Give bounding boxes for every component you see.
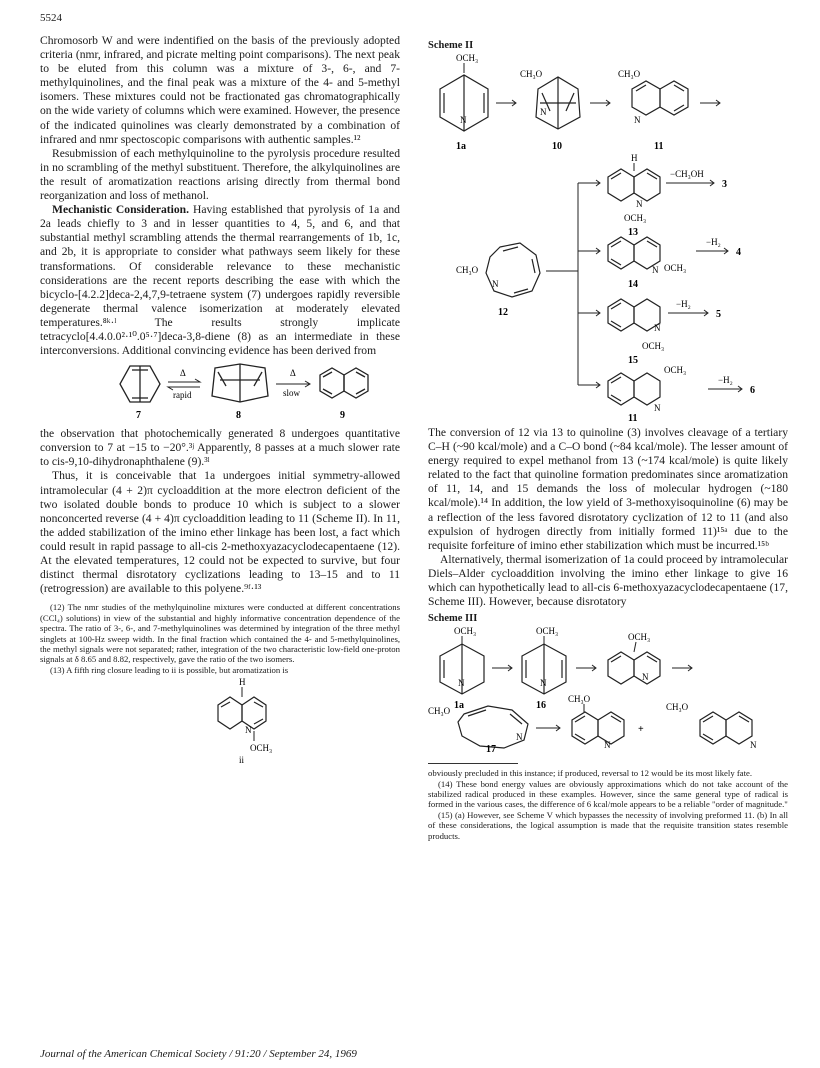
paragraph-observation: the observation that photochemically generated 8 undergoes quantitative conversion to 7 at −15 to −20°.³ʲ Apparently, 8 passes at a much slower rate to cis-9,10-dihydronaphthalene (9).³ˡ [40,427,400,469]
scheme-iii-diagram [428,624,788,754]
s3-label-1a: 1a [454,700,464,712]
struct-ii-n: N [245,725,252,736]
s3-label-17: 17 [486,744,496,755]
arrow1-bottom: rapid [173,390,192,401]
paragraph-conversion: The conversion of 12 via 13 to quinoline (3) involves cleavage of a tertiary C–H (~90 kcal/mole) and a C–O bond (~84 kcal/mole). The lesser amount of energy required to expel methanol from 13 (~174 kcal/mole) is quite likely related to the fact that quinoline formation predominates since aromatization of 11, 14, and 15 demands the loss of molecular hydrogen (~180 kcal/mole).¹⁴ In addition, the low yield of 3-methoxyisoquinoline (6) may be a reflection of the less favored disrotatory cyclization of 12 to 11 (and also expulsion of hydrogen directly from initially formed 11)¹⁵ᵃ due to the requisite forfeiture of imino ether stabilization which must be incurred.¹⁵ᵇ [428,426,788,552]
s3-p2-ch3o: CH₃O [666,702,689,713]
s2-12-n: N [492,279,499,289]
s2-arrow3-text: −CH₃OH [670,169,704,179]
s2-arrow5-text: −H₂ [676,299,691,309]
s3-product-2 [700,712,752,744]
s2-11b-och3: OCH₃ [664,365,687,375]
s2-label-14: 14 [628,279,638,290]
struct-ii-rings [218,697,266,729]
s2-structure-10 [536,77,580,129]
s2-label-11: 11 [654,141,664,152]
s2-11-ch3o: CH₃O [618,69,641,79]
s3-1a-n: N [458,678,465,689]
arrow2-top: Δ [290,368,296,379]
s2-11-n: N [634,115,641,125]
s2-14-n: N [652,265,659,275]
s2-arrow-to4 [696,248,728,254]
s2-13-och3: OCH₃ [624,213,647,223]
struct-ii-och3: OCH₃ [250,743,273,754]
s2-13-h: H [631,153,638,163]
s3-arrow-1 [492,665,512,671]
left-column [40,34,400,770]
s3-arrow-2 [576,665,596,671]
s2-arrow4-text: −H₂ [706,237,721,247]
arrow1-top: Δ [180,368,186,379]
s3-structure-intermediate [608,652,660,684]
s2-label-15: 15 [628,355,638,366]
s2-12-ch3o: CH₃O [456,265,479,275]
s3-p1-n: N [604,740,611,751]
s2-arrow-3 [700,100,720,106]
s3-arrow-3 [672,665,692,671]
paragraph-mechanistic-text: Having established that pyrolysis of 1a and 2a leads chiefly to 3 and in lesser quantities to 4, 5, and 6, and that substantial methyl scrambling attends the thermal rearrangements of 1b, 1c, and 2b, it is appropriate to consider what pathways seem likely for these transformations. Of considerable relevance to these mechanistic considerations are the recent reports describing the ease with which the bicyclo-[4.2.2]deca-2,4,7,9-tetraene system (7) undergoes rapidly reversible degenerate thermal valence isomerization at moderately elevated temperatures.⁸ᵏ·ˡ The results strongly implicate tetracyclo[4.4.0.0²·¹⁰.0⁵·⁷]deca-3,8-diene (8) as an intermediate in these interconversions. Additional convincing evidence has been derived from [40,203,400,358]
footnote-13-continued: obviously precluded in this instance; if produced, reversal to 12 would be its most likely fate. [428,768,753,779]
label-7: 7 [136,410,141,422]
s2-arrow-1 [496,100,516,106]
s2-structure-13 [608,169,660,201]
s3-int-och3: OCH₃ [628,632,651,643]
equilibrium-arrow-rapid [168,379,200,390]
s2-10-ch3o: CH₃O [520,69,543,79]
s2-structure-11 [632,81,688,115]
s2-label-12: 12 [498,307,508,318]
struct-ii-label: ii [239,755,245,766]
arrow2-bottom: slow [283,388,301,399]
s3-p2-n: N [750,740,757,751]
s2-arrow6-text: −H₂ [718,375,733,385]
s2-14-och3: OCH₃ [664,263,687,273]
s3-arrow-4 [536,725,560,731]
s2-product-5: 5 [716,309,721,320]
s2-arrow-to6 [708,386,742,392]
structure-9 [320,368,368,398]
scheme-ii-diagram [428,51,788,421]
struct-ii-h: H [239,677,246,688]
s2-structure-15 [608,299,660,331]
label-9: 9 [340,410,345,422]
s3-product-1 [572,712,624,744]
s3-16-och3: OCH₃ [536,626,559,637]
s3-17-ch3o: CH₃O [428,706,451,717]
s2-11b-n: N [654,403,661,413]
s3-1a-och3: OCH₃ [454,626,477,637]
paragraph-mechanistic [40,203,400,358]
footnote-14: (14) These bond energy values are obviously approximations which do not take account of the stabilized radical produced in these examples. However, since the same general type of radical is formed in the various cases, the difference of 6 kcal/mole appears to be a reliable "order of magnitude." [428,778,788,810]
s2-arrow-to5 [668,310,708,316]
section-heading-mechanistic: Mechanistic Consideration. [52,203,190,217]
structure-7 [120,366,160,402]
paragraph-chromosorb: Chromosorb W and were indentified on the basis of the previously adopted criteria (nmr, infrared, and picrate melting point comparisons). The next peak to be eluted from this column was a mixture of 3-, 6-, and 7-methylquinolines, and the final peak was a mixture of the 4- and 5-methyl isomers. These mixtures could not be fractionated gas chromatographically on the wide variety of columns which were examined. However, the presence of the indicated quinolines was clearly demonstrated by a combination of infrared and nmr spectoscopic comparisons with authentic samples.¹² [40,34,400,146]
s3-label-16: 16 [536,700,546,712]
structure-ii [40,675,400,765]
paragraph-thus: Thus, it is conceivable that 1a undergoes initial symmetry-allowed intramolecular (4 + 2)π cycloaddition at the more electron deficient of the two isolated double bonds to produce 10 which is subject to a slower nonconcerted reverse (4 + 4)π cycloaddition leading to 11 (Scheme II). In 11, the added stabilization of the imino ether linkage has been lost, a fact which could result in rapid passage to all-cis 2-methoxyazacyclodecapentaene (12). At the elevated temperatures, 12 could not be expected to survive, but four distinct thermal disrotatory cyclizations leading to 13–15 and to 11 (retrogression) are available to this polyene.⁹ᶠ·¹³ [40,469,400,596]
s3-plus: + [638,724,644,736]
s2-15-n: N [654,323,661,333]
s2-label-10: 10 [552,141,562,152]
s2-product-4: 4 [736,247,741,258]
equilibrium-diagram-7-8-9 [40,358,400,422]
s2-label-1a: 1a [456,141,466,152]
s2-branch-lines [546,180,600,388]
s2-1a-n: N [460,115,467,125]
s2-1a-och3: OCH₃ [456,53,479,63]
s3-int-n: N [642,672,649,683]
footnote-12: (12) The nmr studies of the methylquinoline mixtures were conducted at different concentrations (CCl₄) solutions) in view of the substantial and highly informative concentration dependence of the spectra. The ratio of 3-, 6-, and 7-methylquinolines was determined by integration of the three methyl singlets at 100-Hz sweep width. In the final fraction which contained the 4- and 5-methylquinolines, the methyl signals were not separated; rather, integration of the two characteristic low-field one-proton signals at δ 8.65 and 8.82, respectively, gave the ratio of the two isomers. [40,602,400,665]
s2-product-6: 6 [750,385,755,396]
s3-17-n: N [516,732,523,743]
s2-structure-11b [608,373,660,405]
s2-13-n: N [636,199,643,209]
s2-label-11b: 11 [628,413,638,421]
s2-15-och3: OCH₃ [642,341,665,351]
paragraph-resubmission: Resubmission of each methylquinoline to the pyrolysis procedure resulted in no scrambling of the methyl substituent. Therefore, the alkylquinolines are the result of aromatization reactions arising directly from thermal bond reorganization and loss of methanol. [40,146,400,203]
s3-16-n: N [540,678,547,689]
s2-arrow-2 [590,100,610,106]
journal-footer: Journal of the American Chemical Society / 91:20 / September 24, 1969 [40,1048,357,1060]
paragraph-alternatively: Alternatively, thermal isomerization of 1a could proceed by intramolecular Diels–Alder cycloaddition involving the imino ether linkage to give 16 which can hypothetically lead to all-cis 6-methoxyazacyclodecapentaene (17, Scheme III). However, because disrotatory [428,552,788,609]
right-column [428,34,788,841]
footnote-15: (15) (a) However, see Scheme V which bypasses the necessity of involving preformed 11. (b) In all of these considerations, the logical assumption is made that the requisite transition states resemble products. [428,809,788,841]
label-8: 8 [236,410,241,422]
s2-10-n: N [540,107,547,117]
footnote-13: (13) A fifth ring closure leading to ii is possible, but aromatization is [50,664,289,675]
s2-arrow-to3 [666,180,714,186]
scheme-iii-title: Scheme III [428,613,478,625]
s3-p1-ch3o: CH₃O [568,694,591,705]
arrow-slow [276,381,310,387]
scheme-ii-title: Scheme II [428,40,474,51]
page-number: 5524 [40,12,62,24]
footnote-divider [428,763,518,764]
structure-8 [212,364,268,402]
s2-product-3: 3 [722,179,727,190]
s2-label-13: 13 [628,227,638,238]
